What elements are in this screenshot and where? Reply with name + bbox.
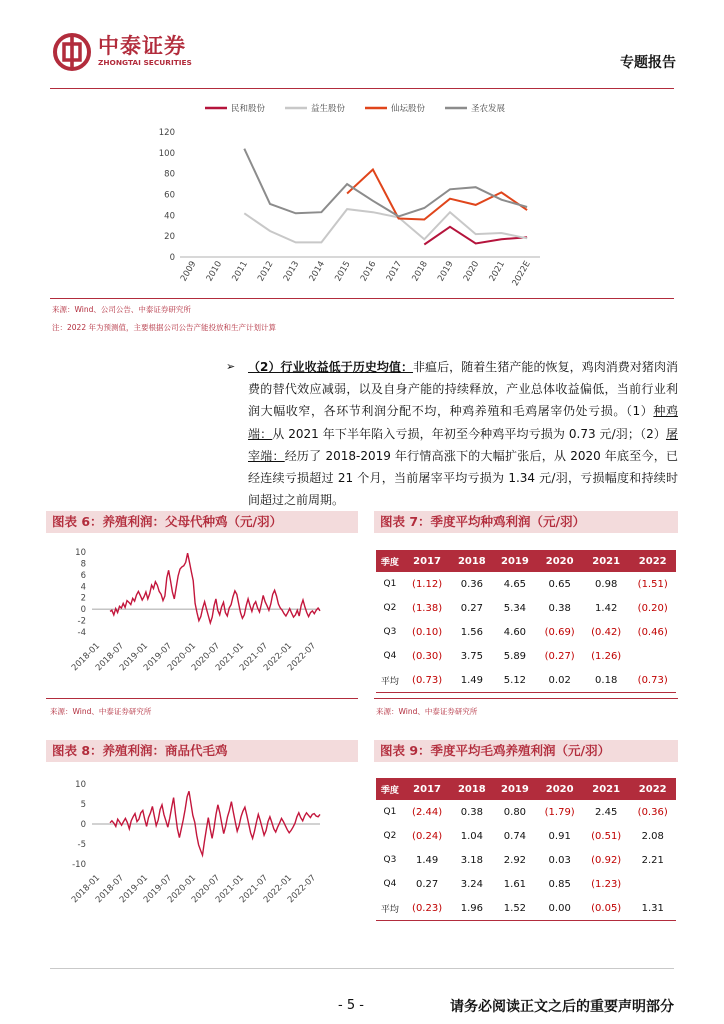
table-cell: (0.24)	[412, 830, 443, 842]
y-tick-label: 4	[80, 582, 86, 593]
series-line	[110, 791, 320, 855]
table-row	[376, 668, 676, 693]
fig8-title: 图表 8：养殖利润：商品代毛鸡	[46, 740, 358, 762]
table-cell: 0.38	[548, 602, 571, 614]
page-number: - 5 -	[338, 998, 364, 1013]
table-cell: 3.24	[460, 878, 483, 890]
table-header-cell: 2022	[629, 778, 676, 800]
x-tick-label: 2022-07	[285, 873, 319, 906]
fig9-title: 图表 9：季度平均毛鸡养殖利润（元/羽）	[374, 740, 678, 762]
table-header-cell: 2017	[404, 778, 451, 800]
y-tick-label: 20	[164, 232, 175, 243]
table-row	[376, 848, 676, 872]
header-rule	[50, 88, 674, 89]
table-cell: Q3	[383, 855, 397, 865]
y-tick-label: 0	[169, 253, 175, 263]
x-tick-label: 2015	[333, 259, 353, 284]
y-tick-label: 80	[164, 169, 175, 180]
x-tick-label: 2021-07	[237, 873, 271, 906]
y-tick-label: 5	[80, 800, 86, 810]
x-tick-label: 2022E	[510, 259, 533, 288]
table-cell: 2.21	[641, 854, 664, 866]
table-cell: (0.42)	[591, 626, 622, 638]
x-tick-label: 2021-01	[213, 873, 247, 906]
fig6-title: 图表 6：养殖利润：父母代种鸡（元/羽）	[46, 511, 358, 533]
bullet-icon: ➢	[226, 360, 236, 373]
paragraph-heading: （2）行业收益低于历史均值：	[248, 360, 414, 374]
legend-label-2: 仙坛股份	[391, 104, 426, 114]
fig8-line-chart	[50, 772, 355, 922]
table-cell: (0.73)	[404, 668, 451, 693]
company-logo	[52, 32, 222, 72]
logo-chinese: 中泰证券	[98, 34, 186, 58]
x-tick-label: 2021	[487, 259, 508, 284]
y-tick-label: 0	[80, 820, 86, 830]
fig6-source: 来源：Wind、中泰证券研究所	[50, 707, 152, 716]
x-tick-label: 2014	[307, 259, 328, 284]
table-cell: 1.49	[415, 854, 439, 866]
table-cell	[629, 872, 676, 896]
table-row	[376, 800, 676, 824]
table-header-cell: 季度	[376, 778, 404, 800]
table-cell: (0.36)	[637, 806, 668, 818]
forecast-note: 注：2022 年为预测值，主要根据公司公告产能投放和生产计划计算	[52, 323, 276, 332]
table-cell: 1.61	[503, 878, 527, 890]
y-tick-label: 60	[164, 190, 175, 201]
table-cell: (1.23)	[591, 878, 622, 890]
table-row	[376, 872, 676, 896]
fig6-bottom-rule	[46, 698, 358, 699]
x-tick-label: 2017	[384, 259, 405, 284]
table-cell: (0.30)	[412, 650, 443, 662]
table-cell: 0.80	[503, 806, 527, 818]
table-cell: 0.38	[460, 806, 483, 818]
fig7-title: 图表 7：季度平均种鸡利润（元/羽）	[374, 511, 678, 533]
table-cell: 0.65	[548, 578, 571, 590]
table-header-cell: 2017	[404, 550, 451, 572]
table-cell: (1.12)	[412, 578, 443, 590]
table-cell: (1.26)	[591, 650, 622, 662]
x-tick-label: 2020-07	[189, 641, 223, 674]
y-tick-label: 0	[80, 605, 86, 616]
table-cell: 2.08	[641, 830, 664, 842]
table-header-cell: 2021	[583, 778, 630, 800]
chart-top-bottom-rule	[50, 298, 674, 299]
table-cell: 2.92	[503, 854, 527, 866]
table-cell: 0.00	[536, 896, 583, 921]
table-cell: 1.52	[493, 896, 536, 921]
table-cell: 3.18	[460, 854, 483, 866]
x-tick-label: 2021-01	[213, 641, 247, 674]
x-tick-label: 2020	[461, 259, 482, 284]
table-cell: 平均	[376, 668, 404, 693]
y-tick-label: 6	[80, 570, 86, 581]
table-cell	[629, 644, 676, 668]
x-tick-label: 2019-01	[117, 873, 151, 906]
paragraph-text-3: 经历了 2018-2019 年行情高涨下的大幅扩张后，从 2020 年底至今，已经连续亏损超过 21 个月，当前屠宰平均亏损为 1.34 元/羽，亏损幅度和持续时间超过之前周期。	[248, 448, 678, 508]
table-cell: (0.05)	[583, 896, 630, 921]
table-cell: 0.18	[583, 668, 630, 693]
table-cell: Q4	[383, 651, 397, 661]
table-cell: 0.27	[460, 602, 483, 614]
table-cell: 4.65	[503, 578, 527, 590]
footer-disclaimer: 请务必阅读正文之后的重要声明部分	[450, 999, 674, 1015]
table-cell: 0.02	[536, 668, 583, 693]
x-tick-label: 2009	[178, 259, 199, 284]
table-header-cell: 季度	[376, 550, 404, 572]
table-cell: 2.45	[595, 806, 618, 818]
x-tick-label: 2019-07	[141, 873, 175, 906]
y-tick-label: 120	[158, 128, 175, 138]
table-cell: Q1	[383, 807, 397, 817]
x-tick-label: 2020-01	[165, 873, 199, 906]
x-tick-label: 2019-07	[141, 641, 175, 674]
x-tick-label: 2022-01	[261, 873, 295, 906]
x-tick-label: 2020-01	[165, 641, 199, 674]
x-tick-label: 2019-01	[117, 641, 151, 674]
table-cell: 0.27	[415, 878, 439, 890]
table-cell: (0.69)	[544, 626, 575, 638]
table-header-cell: 2022	[629, 550, 676, 572]
x-tick-label: 2011	[230, 259, 250, 284]
table-cell: 0.74	[503, 830, 527, 842]
y-tick-label: 10	[75, 780, 86, 790]
source-note-top: 来源：Wind、公司公告、中泰证券研究所	[52, 305, 191, 314]
y-tick-label: 10	[75, 548, 86, 558]
table-cell: 5.34	[503, 602, 527, 614]
table-cell: 1.31	[629, 896, 676, 921]
logo-emblem-icon	[52, 32, 92, 72]
paragraph-text-2: 从 2021 年下半年陷入亏损，年初至今种鸡平均亏损为 0.73 元/羽；（2）	[272, 426, 666, 441]
table-cell: (0.10)	[412, 626, 443, 638]
table-cell: 0.98	[595, 578, 618, 590]
table-cell: 1.42	[595, 602, 618, 614]
table-header-cell: 2020	[536, 778, 583, 800]
table-cell: Q1	[383, 579, 397, 589]
x-tick-label: 2018-01	[69, 873, 103, 906]
table-cell: 1.56	[460, 626, 483, 638]
x-tick-label: 2018-07	[93, 873, 127, 906]
series-line	[110, 553, 320, 623]
table-row	[376, 596, 676, 620]
table-row	[376, 620, 676, 644]
table-cell: (0.46)	[637, 626, 668, 638]
table-cell: 3.75	[460, 650, 483, 662]
top-line-chart	[130, 95, 550, 300]
report-type: 专题报告	[620, 55, 676, 71]
table-row	[376, 644, 676, 668]
analysis-paragraph	[226, 356, 678, 511]
table-cell: (0.92)	[591, 854, 622, 866]
table-cell: (0.27)	[544, 650, 575, 662]
y-tick-label: 2	[80, 593, 86, 604]
table-cell: (0.73)	[629, 668, 676, 693]
y-tick-label: 8	[80, 559, 86, 570]
table-cell: 5.12	[493, 668, 536, 693]
table-header-cell: 2018	[450, 778, 493, 800]
y-tick-label: -10	[72, 860, 86, 870]
term-slaughter: 屠宰端：	[248, 426, 678, 463]
table-header-cell: 2018	[450, 550, 493, 572]
x-tick-label: 2019	[436, 259, 456, 284]
legend-label-3: 圣农发展	[471, 104, 506, 114]
x-tick-label: 2010	[204, 259, 225, 284]
table-cell: (0.20)	[637, 602, 668, 614]
fig9-table	[376, 778, 676, 921]
term-breeder: 种鸡端：	[248, 404, 678, 441]
x-tick-label: 2020-07	[189, 873, 223, 906]
table-cell: 5.89	[503, 650, 527, 662]
y-tick-label: -5	[77, 840, 86, 850]
x-tick-label: 2018	[410, 259, 430, 284]
y-tick-label: 100	[158, 148, 175, 159]
table-header-cell: 2019	[493, 550, 536, 572]
x-tick-label: 2021-07	[237, 641, 271, 674]
x-tick-label: 2013	[281, 259, 302, 284]
y-tick-label: 40	[164, 211, 175, 222]
table-cell: (0.51)	[591, 830, 622, 842]
table-cell: Q2	[383, 831, 397, 841]
y-tick-label: -2	[77, 616, 86, 627]
table-cell: 0.91	[548, 830, 571, 842]
table-header-cell: 2019	[493, 778, 536, 800]
table-row	[376, 824, 676, 848]
x-tick-label: 2022-07	[285, 641, 319, 674]
table-cell: 1.96	[450, 896, 493, 921]
table-cell: 1.49	[450, 668, 493, 693]
table-cell: (1.79)	[544, 806, 575, 818]
table-cell: 1.04	[460, 830, 483, 842]
table-cell: Q4	[383, 879, 397, 889]
table-cell: Q3	[383, 627, 397, 637]
x-tick-label: 2018-01	[69, 641, 103, 674]
table-cell: 4.60	[503, 626, 527, 638]
series-line-1	[244, 209, 527, 242]
legend-label-0: 民和股份	[231, 104, 266, 114]
table-header-cell: 2020	[536, 550, 583, 572]
table-cell: (1.51)	[637, 578, 668, 590]
fig7-bottom-rule	[374, 698, 678, 699]
table-cell: (2.44)	[412, 806, 443, 818]
fig7-table	[376, 550, 676, 693]
table-row	[376, 572, 676, 596]
series-line-3	[244, 149, 527, 217]
y-tick-label: -4	[77, 628, 86, 638]
fig7-source: 来源：Wind、中泰证券研究所	[376, 707, 478, 716]
x-tick-label: 2016	[358, 259, 379, 284]
table-header-cell: 2021	[583, 550, 630, 572]
table-row	[376, 896, 676, 921]
x-tick-label: 2012	[256, 259, 276, 284]
table-cell: (1.38)	[412, 602, 443, 614]
paragraph-text-1: 非瘟后，随着生猪产能的恢复，鸡肉消费对猪肉消费的替代效应减弱，以及自身产能的持续释放，产业总体收益偏低，当前行业利润大幅收窄，各环节利润分配不均，种鸡养殖和毛鸡屠宰仍处亏损。（1）	[248, 360, 678, 419]
table-cell: (0.23)	[404, 896, 451, 921]
legend-label-1: 益生股份	[311, 104, 346, 114]
fig6-line-chart	[50, 540, 355, 690]
table-cell: 平均	[376, 896, 404, 921]
footer-rule	[50, 968, 674, 969]
x-tick-label: 2022-01	[261, 641, 295, 674]
table-cell: 0.85	[548, 878, 571, 890]
x-tick-label: 2018-07	[93, 641, 127, 674]
table-cell: 0.03	[548, 854, 571, 866]
table-cell: Q2	[383, 603, 397, 613]
table-cell: 0.36	[460, 578, 483, 590]
logo-english: ZHONGTAI SECURITIES	[98, 58, 192, 67]
